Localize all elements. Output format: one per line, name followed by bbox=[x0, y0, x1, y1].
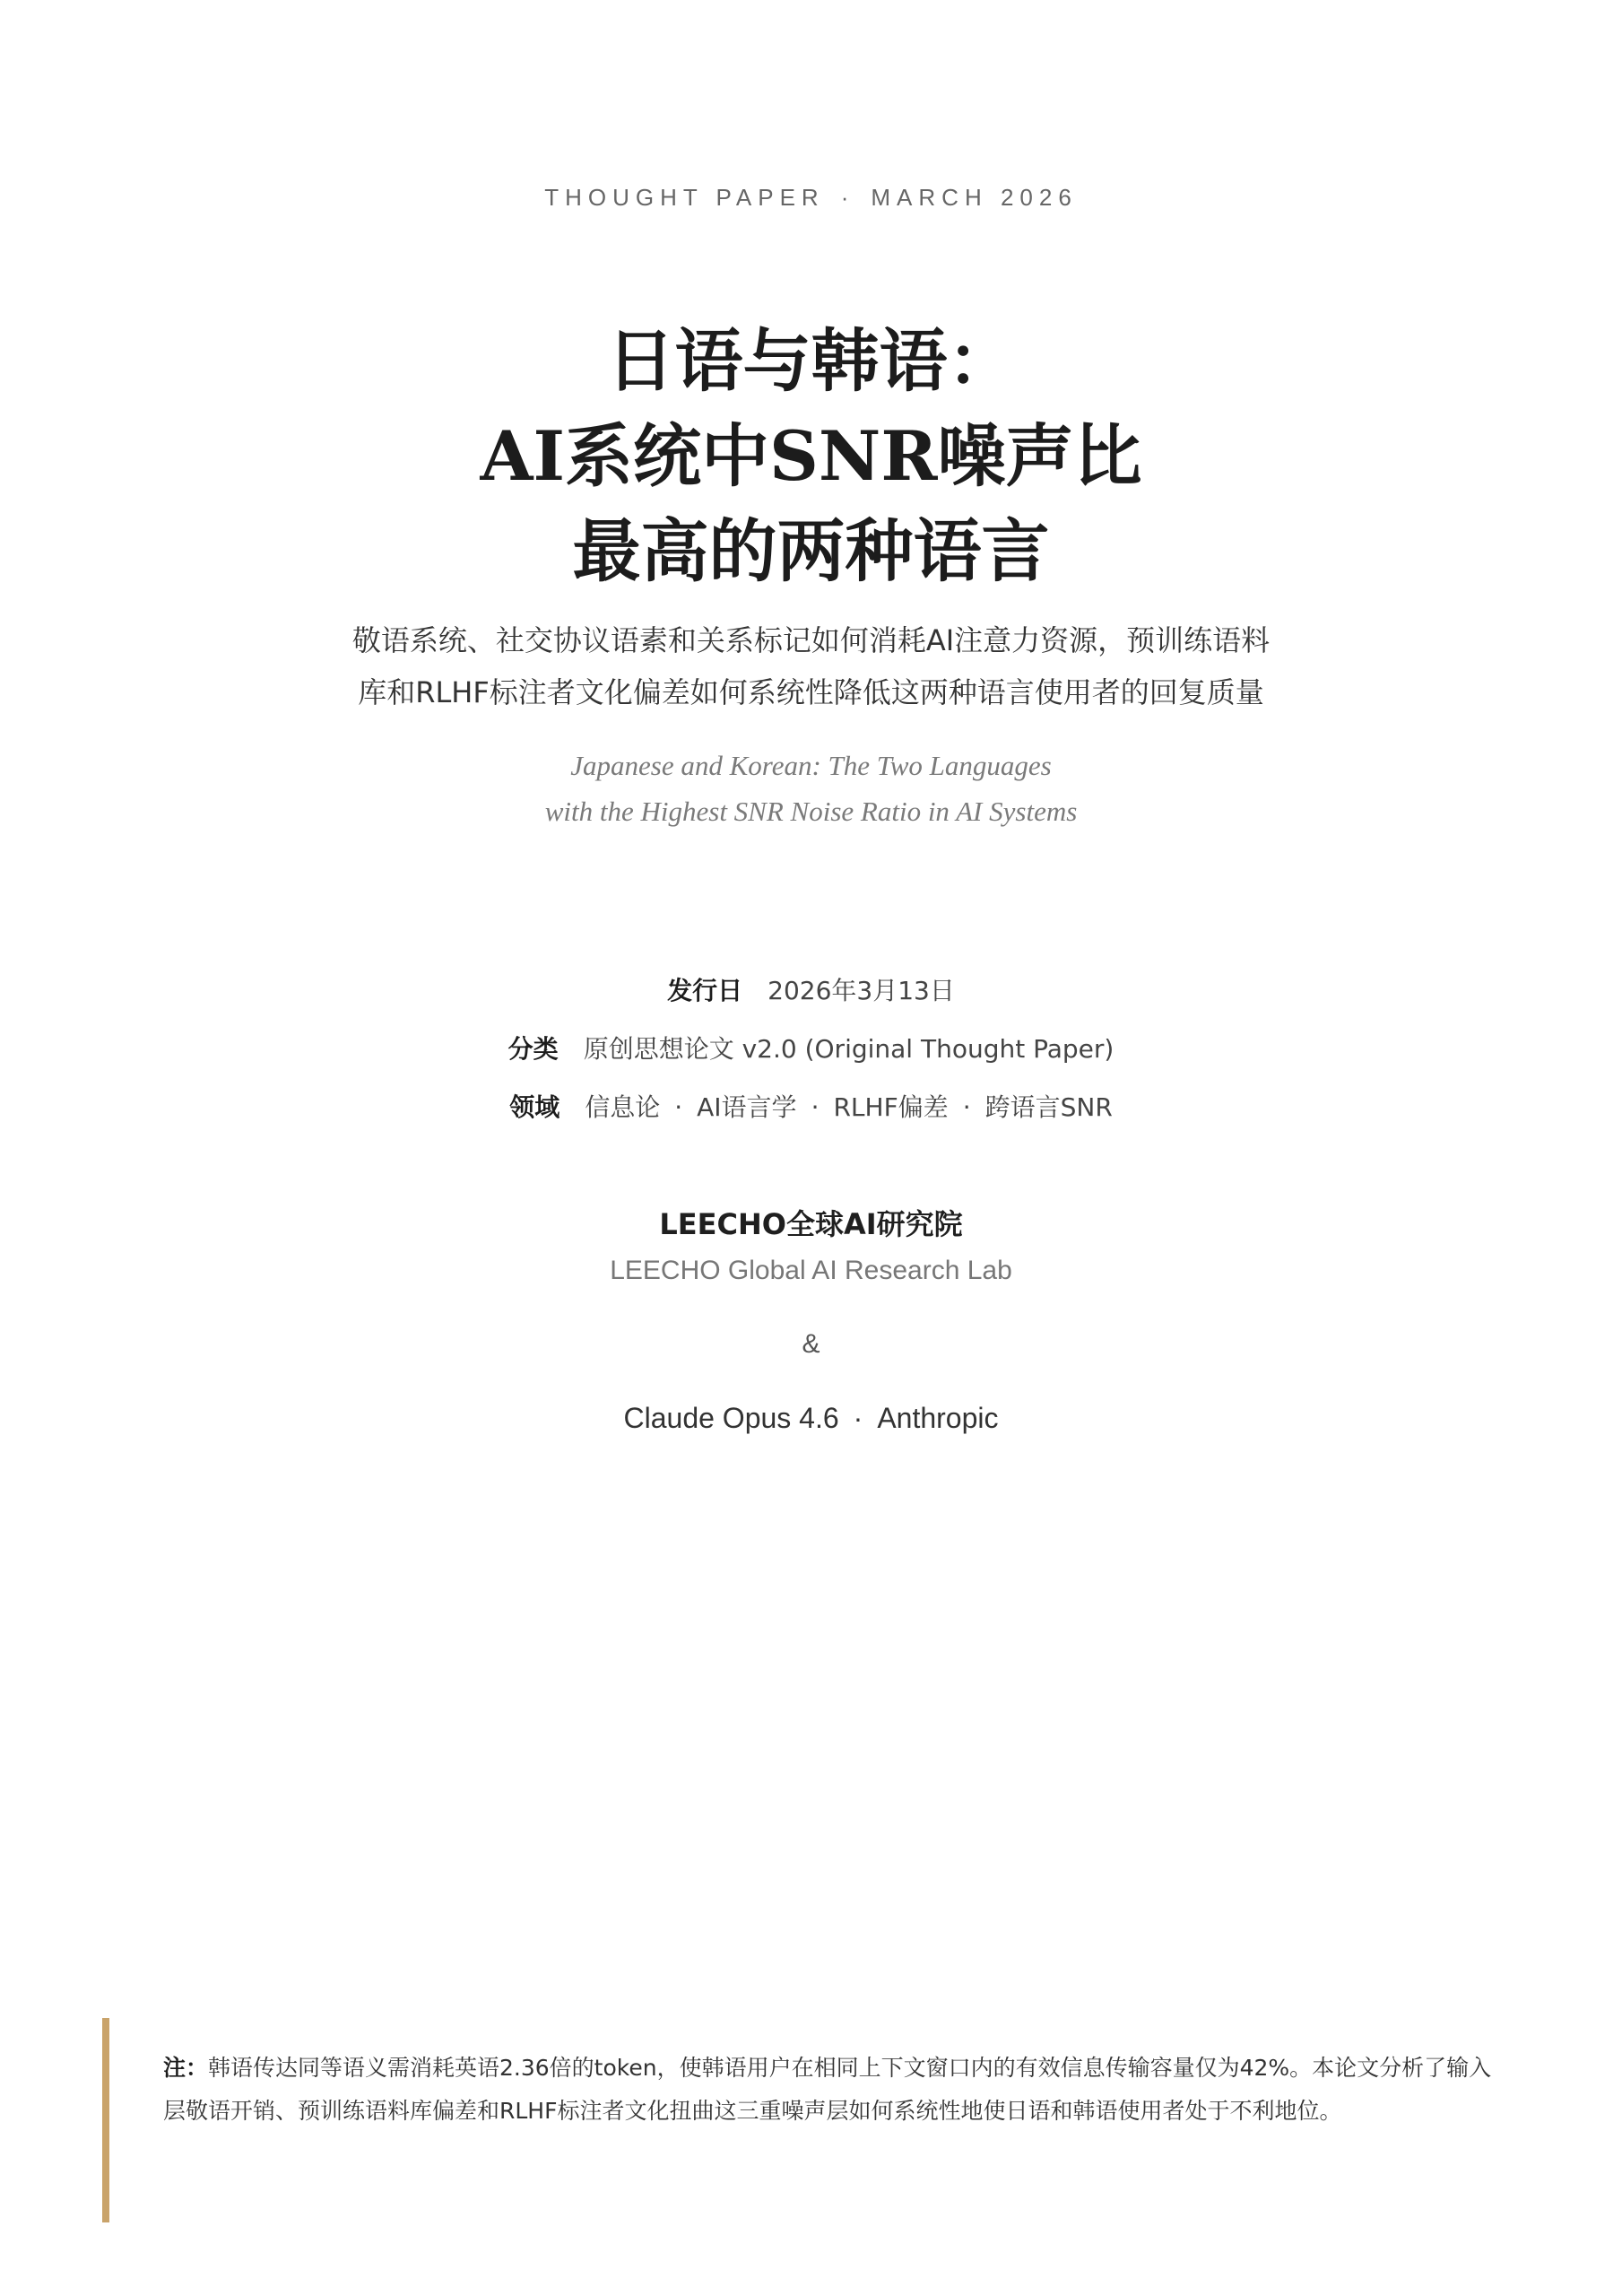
meta-field-item: 跨语言SNR bbox=[984, 1092, 1113, 1122]
coauthor-org: Anthropic bbox=[877, 1402, 999, 1434]
meta-field-separator: · bbox=[811, 1092, 820, 1122]
english-title bbox=[0, 743, 1622, 834]
meta-category-row bbox=[0, 1020, 1622, 1078]
meta-category-label: 分类 bbox=[507, 1034, 559, 1064]
coauthor-separator: · bbox=[853, 1402, 863, 1434]
author-org-chinese: LEECHO全球AI研究院 bbox=[659, 1207, 963, 1241]
paper-kicker bbox=[0, 184, 1622, 212]
meta-category-value: 原创思想论文 v2.0 (Original Thought Paper) bbox=[583, 1034, 1115, 1064]
meta-date-label: 发行日 bbox=[667, 976, 743, 1005]
note-text: 韩语传达同等语义需消耗英语2.36倍的token，使韩语用户在相同上下文窗口内的有效信息传输容量仅为42%。本论文分析了输入层敬语开销、预训练语料库偏差和RLHF标注者文化扭曲这三重噪声层如何系统性地使日语和韩语使用者处于不利地位。 bbox=[163, 2055, 1492, 2124]
english-title-line-1: Japanese and Korean: The Two Languages bbox=[570, 750, 1052, 781]
abstract-note bbox=[102, 2018, 1501, 2222]
meta-field-separator: · bbox=[962, 1092, 971, 1122]
kicker-separator: · bbox=[840, 184, 855, 211]
title-line-2: AI系统中SNR噪声比 bbox=[480, 416, 1142, 496]
meta-field-item: 信息论 bbox=[585, 1092, 661, 1122]
kicker-date: MARCH 2026 bbox=[871, 184, 1078, 211]
meta-field-item: RLHF偏差 bbox=[833, 1092, 949, 1122]
kicker-type: THOUGHT PAPER bbox=[544, 184, 825, 211]
coauthor-name: Claude Opus 4.6 bbox=[623, 1402, 839, 1434]
author-ampersand: & bbox=[802, 1329, 820, 1359]
meta-field-separator: · bbox=[674, 1092, 683, 1122]
author-org-english: LEECHO Global AI Research Lab bbox=[610, 1256, 1012, 1285]
meta-field-row bbox=[0, 1078, 1622, 1136]
paper-title bbox=[0, 314, 1622, 599]
paper-metadata bbox=[0, 961, 1622, 1136]
meta-date-value: 2026年3月13日 bbox=[768, 976, 955, 1005]
paper-subtitle bbox=[0, 614, 1622, 718]
coauthor bbox=[0, 1402, 1622, 1435]
meta-field-item: AI语言学 bbox=[697, 1092, 797, 1122]
note-label: 注： bbox=[163, 2055, 209, 2081]
english-title-line-2: with the Highest SNR Noise Ratio in AI Systems bbox=[544, 796, 1078, 827]
meta-date-row bbox=[0, 961, 1622, 1020]
subtitle-line-2: 库和RLHF标注者文化偏差如何系统性降低这两种语言使用者的回复质量 bbox=[358, 675, 1264, 709]
title-line-1: 日语与韩语： bbox=[606, 321, 1016, 401]
title-line-3: 最高的两种语言 bbox=[572, 511, 1050, 591]
subtitle-line-1: 敬语系统、社交协议语素和关系标记如何消耗AI注意力资源，预训练语料 bbox=[351, 623, 1271, 657]
meta-field-label: 领域 bbox=[509, 1092, 560, 1122]
